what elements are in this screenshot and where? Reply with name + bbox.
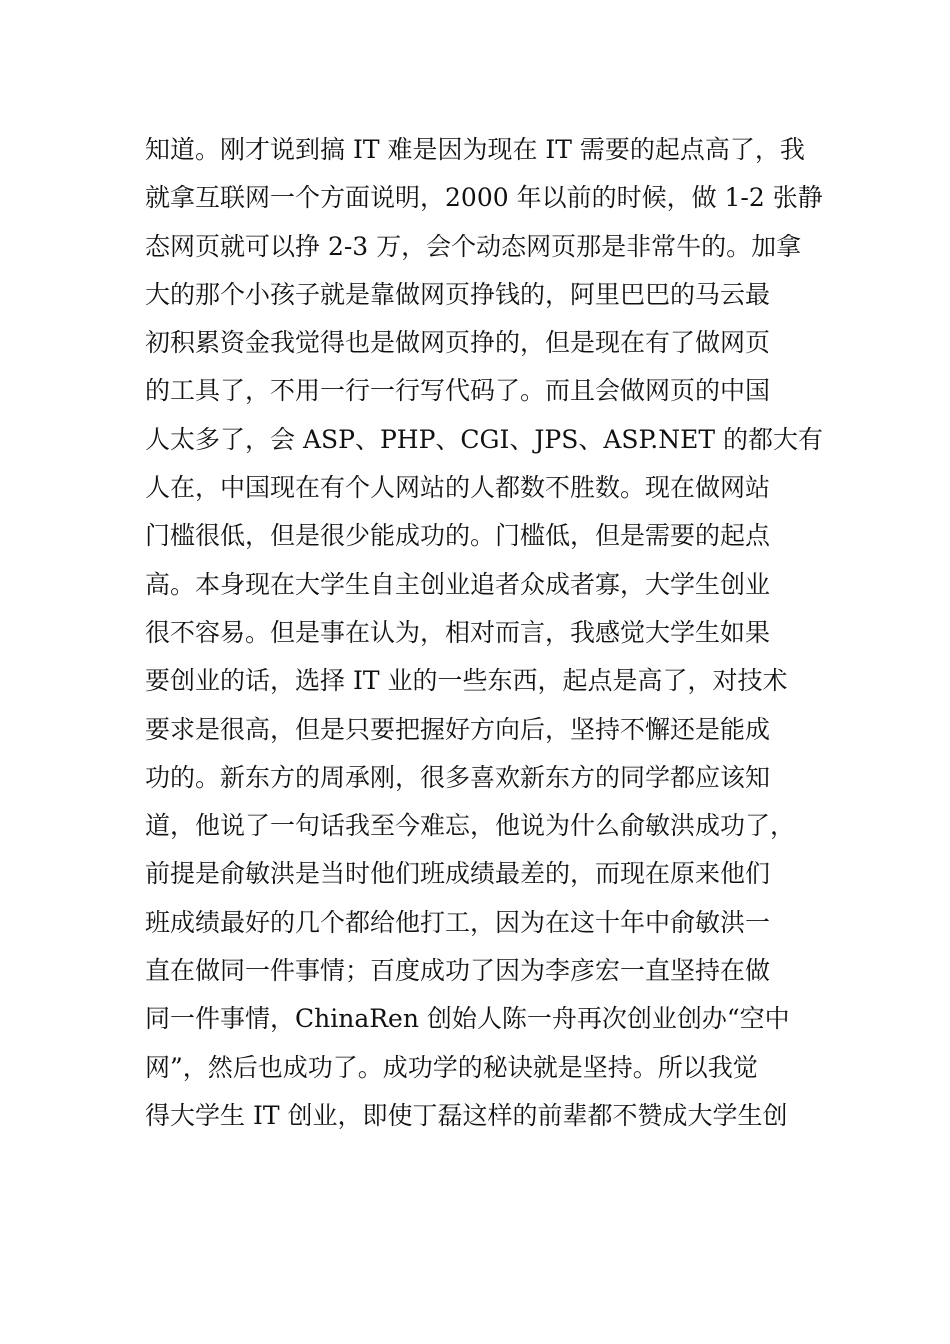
text-line: 网”，然后也成功了。成功学的秘诀就是坚持。所以我觉: [145, 1052, 758, 1082]
text-line: 门槛很低，但是很少能成功的。门槛低，但是需要的起点: [145, 521, 771, 551]
text-line: 要求是很高，但是只要把握好方向后，坚持不懈还是能成: [145, 714, 771, 744]
text-line: 人在，中国现在有个人网站的人都数不胜数。现在做网站: [145, 473, 771, 503]
text-line: 直在做同一件事情；百度成功了因为李彦宏一直坚持在做: [145, 956, 771, 986]
text-line: 高。本身现在大学生自主创业追者众成者寡，大学生创业: [145, 569, 771, 599]
text-line: 同一件事情，ChinaRen 创始人陈一舟再次创业创办“空中: [145, 1004, 790, 1034]
text-line: 很不容易。但是事在认为，相对而言，我感觉大学生如果: [145, 617, 771, 647]
text-line: 功的。新东方的周承刚，很多喜欢新东方的同学都应该知: [145, 762, 771, 792]
text-line: 人太多了，会 ASP、PHP、CGI、JPS、ASP.NET 的都大有: [145, 424, 823, 454]
text-line: 态网页就可以挣 2-3 万，会个动态网页那是非常牛的。加拿: [145, 231, 802, 261]
text-line: 就拿互联网一个方面说明，2000 年以前的时候，做 1-2 张静: [145, 183, 823, 213]
text-line: 的工具了，不用一行一行写代码了。而且会做网页的中国: [145, 376, 771, 406]
text-line: 知道。刚才说到搞 IT 难是因为现在 IT 需要的起点高了，我: [145, 135, 805, 164]
text-line: 初积累资金我觉得也是做网页挣的，但是现在有了做网页: [145, 328, 771, 358]
text-line: 班成绩最好的几个都给他打工，因为在这十年中俞敏洪一: [145, 907, 771, 937]
body-text: [145, 126, 823, 1140]
text-line: 前提是俞敏洪是当时他们班成绩最差的，而现在原来他们: [145, 859, 771, 889]
text-line: 得大学生 IT 创业，即使丁磊这样的前辈都不赞成大学生创: [145, 1100, 788, 1130]
text-line: 大的那个小孩子就是靠做网页挣钱的，阿里巴巴的马云最: [145, 279, 771, 309]
text-line: 道，他说了一句话我至今难忘，他说为什么俞敏洪成功了，: [145, 811, 796, 841]
text-line: 要创业的话，选择 IT 业的一些东西，起点是高了，对技术: [145, 666, 788, 696]
